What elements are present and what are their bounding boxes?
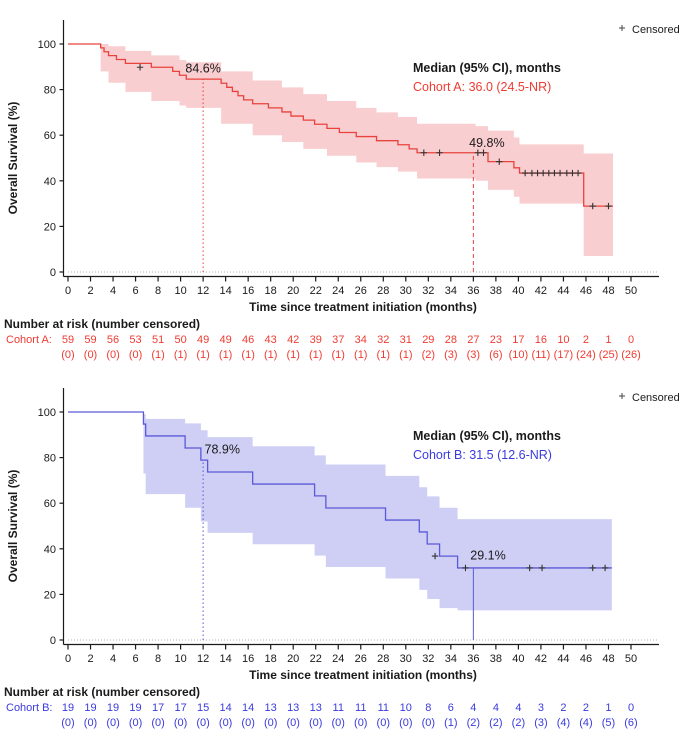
risk-count: 3 [537,702,544,714]
x-tick-label: 24 [332,653,345,665]
y-tick-label: 0 [49,635,56,647]
risk-table-header: Number at risk (number censored) [4,317,201,331]
x-tick-label: 30 [399,285,412,297]
risk-count: 13 [309,702,322,714]
risk-censored-count: (1) [196,349,210,361]
risk-censored-count: (0) [106,349,120,361]
x-tick-label: 32 [422,653,435,665]
x-tick-label: 44 [557,285,570,297]
risk-count: 34 [354,334,367,346]
risk-count: 19 [84,702,97,714]
risk-censored-count: (0) [421,717,436,729]
median-value: Cohort A: 36.0 (24.5-NR) [413,80,552,94]
x-tick-label: 26 [354,653,367,665]
risk-count: 53 [129,334,142,346]
median-value: Cohort B: 31.5 (12.6-NR) [413,448,552,462]
panel-cohort-b [0,368,691,736]
risk-count: 17 [512,334,525,346]
x-tick-label: 20 [287,653,300,665]
risk-count: 29 [422,334,435,346]
y-tick-label: 80 [43,84,56,97]
x-tick-label: 34 [444,653,457,665]
risk-censored-count: (1) [173,349,188,361]
x-tick-label: 38 [489,285,503,297]
risk-count: 50 [174,334,187,346]
risk-censored-count: (0) [83,349,98,361]
x-tick-label: 12 [196,285,210,297]
y-tick-label: 40 [43,543,56,556]
risk-count: 19 [129,702,142,714]
risk-count: 17 [151,702,165,714]
y-tick-label: 40 [43,175,56,188]
x-tick-label: 6 [132,653,139,665]
x-tick-label: 2 [87,653,94,665]
risk-count: 11 [332,702,344,714]
risk-count: 19 [106,702,120,714]
risk-count: 49 [219,334,232,346]
risk-censored-count: (5) [601,717,616,729]
risk-count: 1 [605,334,612,346]
x-tick-label: 8 [155,285,162,297]
risk-censored-count: (3) [466,349,481,361]
km-plot-cohort-b [0,368,691,736]
x-tick-label: 28 [377,285,390,297]
risk-count: 11 [355,702,367,714]
risk-censored-count: (2) [421,349,436,361]
risk-censored-count: (1) [331,349,345,361]
risk-count: 4 [515,702,522,714]
risk-censored-count: (1) [286,349,300,361]
risk-censored-count: (0) [376,717,391,729]
censored-legend-label: Censored [632,392,680,404]
y-tick-label: 60 [43,498,56,511]
risk-count: 6 [447,702,454,714]
x-axis-title: Time since treatment initiation (months) [249,300,477,314]
risk-table-header: Number at risk (number censored) [4,685,201,699]
risk-censored-count: (0) [128,717,143,729]
risk-censored-count: (0) [128,349,143,361]
y-axis-title: Overall Survival (%) [6,469,20,583]
x-tick-label: 16 [242,285,255,297]
risk-count: 28 [444,334,457,346]
x-tick-label: 32 [422,285,435,297]
x-axis-title: Time since treatment initiation (months) [249,668,477,682]
y-tick-label: 20 [43,221,56,234]
risk-count: 49 [196,334,210,346]
confidence-band [101,44,613,256]
median-header: Median (95% CI), months [413,429,561,443]
risk-count: 23 [489,334,503,346]
x-tick-label: 50 [624,285,638,297]
risk-count: 13 [287,702,300,714]
x-tick-label: 14 [219,653,232,665]
risk-censored-count: (6) [624,717,638,729]
risk-count: 31 [399,334,412,346]
x-tick-label: 2 [87,285,94,297]
risk-count: 59 [61,334,75,346]
x-tick-label: 26 [354,285,367,297]
x-tick-label: 42 [534,285,548,297]
risk-censored-count: (0) [354,717,368,729]
y-tick-label: 100 [37,407,56,419]
risk-censored-count: (0) [263,717,278,729]
risk-count: 2 [582,334,590,346]
risk-count: 2 [582,702,590,714]
risk-censored-count: (1) [444,717,458,729]
risk-count: 8 [425,702,432,714]
risk-row-label: Cohort A: [6,334,52,346]
risk-count: 15 [196,702,210,714]
risk-censored-count: (2) [466,717,481,729]
risk-censored-count: (1) [263,349,278,361]
risk-censored-count: (0) [331,717,345,729]
x-tick-label: 22 [309,285,322,297]
x-tick-label: 48 [602,653,615,665]
x-tick-label: 16 [242,653,255,665]
risk-censored-count: (0) [399,717,413,729]
x-tick-label: 18 [264,653,277,665]
x-tick-label: 48 [602,285,615,297]
x-tick-label: 0 [64,285,72,297]
risk-count: 17 [174,702,187,714]
risk-count: 14 [219,702,232,714]
risk-censored-count: (17) [553,349,574,361]
x-tick-label: 10 [174,653,187,665]
x-tick-label: 4 [109,653,117,665]
risk-censored-count: (4) [556,717,571,729]
x-tick-label: 14 [219,285,232,297]
risk-censored-count: (0) [61,349,75,361]
risk-count: 16 [534,334,548,346]
x-tick-label: 36 [467,285,480,297]
x-tick-label: 36 [467,653,480,665]
risk-count: 46 [242,334,255,346]
survival-annotation: 84.6% [185,61,221,76]
x-tick-label: 34 [444,285,457,297]
risk-count: 42 [287,334,300,346]
risk-censored-count: (0) [286,717,300,729]
x-tick-label: 10 [174,285,187,297]
x-tick-label: 0 [64,653,72,665]
x-tick-label: 40 [512,653,525,665]
y-tick-label: 0 [49,267,56,279]
risk-censored-count: (11) [531,349,551,361]
x-tick-label: 28 [377,653,390,665]
x-tick-label: 22 [309,653,322,665]
risk-censored-count: (0) [106,717,120,729]
censored-legend-label: Censored [632,24,680,36]
risk-censored-count: (0) [218,717,233,729]
risk-count: 1 [605,702,612,714]
y-tick-label: 60 [43,130,56,143]
y-tick-label: 20 [43,589,56,602]
x-tick-label: 46 [579,285,593,297]
x-tick-label: 42 [534,653,548,665]
risk-censored-count: (10) [508,349,529,361]
risk-count: 4 [492,702,499,714]
risk-censored-count: (1) [399,349,413,361]
survival-annotation: 78.9% [204,442,240,457]
risk-censored-count: (3) [534,717,548,729]
risk-censored-count: (0) [61,717,75,729]
risk-censored-count: (1) [354,349,368,361]
risk-count: 11 [377,702,389,714]
x-tick-label: 8 [155,653,162,665]
risk-count: 39 [309,334,322,346]
risk-censored-count: (2) [511,717,526,729]
risk-count: 59 [84,334,97,346]
x-tick-label: 50 [624,653,638,665]
risk-censored-count: (0) [151,717,165,729]
risk-count: 19 [61,702,75,714]
x-tick-label: 46 [579,653,593,665]
y-tick-label: 100 [37,39,56,51]
risk-count: 51 [151,334,165,346]
risk-count: 56 [106,334,120,346]
risk-row-label: Cohort B: [6,702,53,714]
risk-count: 4 [470,702,477,714]
risk-count: 13 [264,702,277,714]
risk-censored-count: (24) [576,349,596,361]
risk-count: 43 [264,334,277,346]
risk-count: 2 [560,702,567,714]
risk-count: 0 [627,702,635,714]
x-tick-label: 4 [109,285,117,297]
x-tick-label: 30 [399,653,412,665]
censored-plus-icon [619,393,625,399]
x-tick-label: 6 [132,285,139,297]
risk-censored-count: (4) [579,717,593,729]
risk-censored-count: (1) [241,349,255,361]
x-tick-label: 12 [196,653,210,665]
x-tick-label: 20 [287,285,300,297]
y-tick-label: 80 [43,452,56,465]
risk-censored-count: (2) [489,717,503,729]
x-tick-label: 24 [332,285,345,297]
risk-censored-count: (0) [241,717,255,729]
risk-censored-count: (1) [218,349,233,361]
median-header: Median (95% CI), months [413,61,561,75]
risk-count: 0 [627,334,635,346]
risk-censored-count: (6) [489,349,503,361]
risk-censored-count: (0) [83,717,98,729]
risk-censored-count: (0) [173,717,188,729]
survival-annotation: 49.8% [469,136,505,151]
risk-censored-count: (0) [308,717,323,729]
risk-count: 27 [467,334,480,346]
y-axis-title: Overall Survival (%) [6,101,20,215]
x-tick-label: 38 [489,653,503,665]
risk-censored-count: (0) [196,717,210,729]
risk-count: 37 [332,334,345,346]
risk-censored-count: (3) [444,349,458,361]
survival-annotation: 29.1% [470,548,506,563]
risk-count: 10 [399,702,412,714]
risk-censored-count: (1) [151,349,165,361]
risk-censored-count: (25) [598,349,619,361]
risk-censored-count: (1) [376,349,391,361]
risk-censored-count: (26) [621,349,641,361]
x-tick-label: 18 [264,285,277,297]
risk-censored-count: (1) [308,349,323,361]
censored-plus-icon [619,25,625,31]
risk-count: 14 [242,702,255,714]
risk-count: 32 [377,334,390,346]
x-tick-label: 44 [557,653,570,665]
risk-count: 10 [557,334,570,346]
x-tick-label: 40 [512,285,525,297]
